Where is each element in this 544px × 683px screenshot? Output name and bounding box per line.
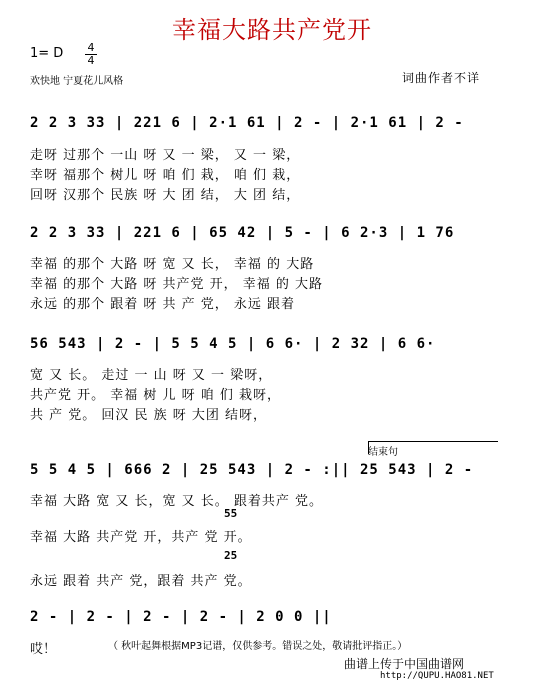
tempo-marking: 欢快地 宁夏花儿风格	[30, 76, 124, 87]
lyrics-3-verse-3: 共 产 党。 回汉 民 族 呀 大团 结呀，	[30, 408, 268, 423]
lyrics-4-verse-3: 永远 跟着 共产 党，跟着 共产 党。	[30, 574, 252, 589]
notes-system-2: 2 2 3 33 | 221 6 | 65 42 | 5 - | 6 2·3 | 1 76	[30, 225, 455, 241]
lyrics-2-verse-2: 幸福 的那个 大路 呀 共产党 开， 幸福 的 大路	[30, 277, 324, 292]
lyrics-1-verse-1: 走呀 过那个 一山 呀 又 一 梁， 又 一 梁，	[30, 148, 301, 163]
lyrics-4-verse-1: 幸福 大路 宽 又 长，宽 又 长。 跟着共产 党。	[30, 494, 324, 509]
time-bottom: 4	[87, 54, 95, 67]
transcription-credit: （ 秋叶起舞根据MP3记谱，仅供参考。错误之处，敬请批评指正。）	[108, 641, 408, 652]
notes-system-5: 2 - | 2 - | 2 - | 2 - | 2 0 0 ||	[30, 609, 332, 625]
time-top: 4	[87, 41, 95, 54]
footer-site-name: 曲谱上传于中国曲谱网	[344, 657, 465, 671]
author-note: 词曲作者不详	[402, 71, 481, 85]
lyrics-1-verse-3: 回呀 汉那个 民族 呀 大 团 结， 大 团 结，	[30, 188, 301, 203]
final-word: 哎！	[30, 642, 57, 657]
lyrics-4-verse-2: 幸福 大路 共产党 开，共产 党 开。	[30, 530, 252, 545]
alt-notes-verse-2: 55	[224, 507, 238, 520]
footer-site-url: http://QUPU.HAO81.NET	[380, 671, 494, 681]
page-title: 幸福大路共产党开	[172, 16, 372, 44]
notes-system-4: 5 5 4 5 | 666 2 | 25 543 | 2 - :|| 25 543 | 2 -	[30, 462, 474, 478]
key-signature: 1= D	[30, 46, 64, 61]
end-mark-label: 结束句	[368, 441, 498, 458]
lyrics-3-verse-1: 宽 又 长。 走过 一 山 呀 又 一 梁呀，	[30, 368, 273, 383]
notes-system-3: 56 543 | 2 - | 5 5 4 5 | 6 6· | 2 32 | 6 6·	[30, 336, 436, 352]
lyrics-3-verse-2: 共产党 开。 幸福 树 儿 呀 咱 们 栽呀，	[30, 388, 282, 403]
notes-system-1: 2 2 3 33 | 221 6 | 2·1 61 | 2 - | 2·1 61 | 2 -	[30, 115, 464, 131]
alt-notes-verse-3: 25	[224, 549, 238, 562]
lyrics-1-verse-2: 幸呀 福那个 树儿 呀 咱 们 栽， 咱 们 栽，	[30, 168, 301, 183]
lyrics-2-verse-3: 永远 的那个 跟着 呀 共 产 党， 永远 跟着	[30, 297, 296, 312]
lyrics-2-verse-1: 幸福 的那个 大路 呀 宽 又 长， 幸福 的 大路	[30, 257, 315, 272]
time-signature	[85, 43, 97, 66]
